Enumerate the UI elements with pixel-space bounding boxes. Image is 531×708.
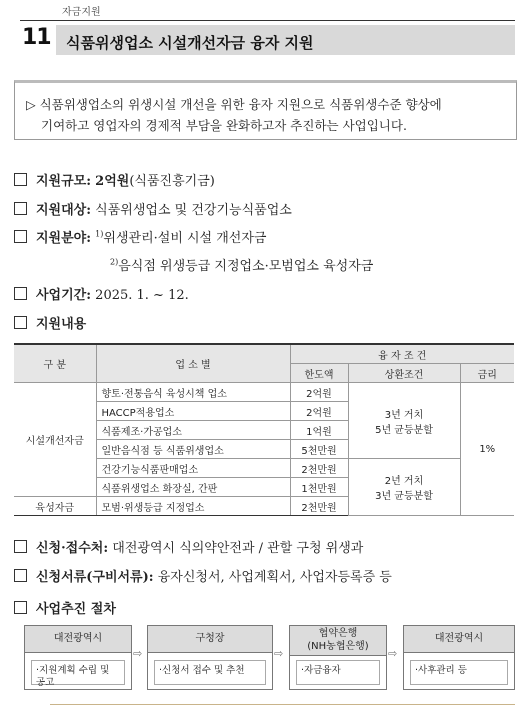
support-field-row — [14, 227, 266, 246]
period-row — [14, 284, 189, 303]
th-business: 업 소 별 — [96, 344, 290, 383]
business-cell: 모범·위생등급 지정업소 — [96, 497, 290, 516]
support-field-1: 위생관리·설비 시설 개선자금 — [103, 231, 267, 246]
support-field-row-2 — [110, 255, 373, 274]
checkbox-icon — [14, 540, 27, 553]
summary-line-1: ▷ 식품위생업소의 위생시설 개선을 위한 융자 지원으로 식품위생수준 향상에 — [26, 97, 442, 112]
arrow-icon: ⇨ — [133, 647, 143, 660]
step-1-body: ·지원계획 수립 및 공고 — [31, 660, 125, 685]
repay-1-line-2: 5년 균등분할 — [375, 424, 433, 436]
apply-value: 대전광역시 식의약안전과 / 관할 구청 위생과 — [112, 541, 364, 556]
period-value: 2025. 1. ~ 12. — [95, 288, 189, 303]
th-rate: 금리 — [460, 364, 514, 383]
limit-cell: 1천만원 — [290, 478, 348, 497]
process-step-4 — [403, 625, 515, 690]
process-step-2 — [147, 625, 273, 690]
period-label: 사업기간: — [36, 288, 92, 303]
summary-text — [26, 94, 510, 136]
th-limit: 한도액 — [290, 364, 348, 383]
summary-line-2: 기여하고 영업자의 경제적 부담을 완화하고자 추진하는 사업입니다. — [41, 118, 407, 133]
step-3-title-line-1: 협약은행 — [318, 628, 358, 639]
header-divider — [20, 20, 515, 21]
step-2-title: 구청장 — [147, 625, 273, 653]
checkbox-icon — [14, 601, 27, 614]
limit-cell: 5천만원 — [290, 440, 348, 459]
support-target-row — [14, 199, 292, 218]
limit-cell: 2억원 — [290, 402, 348, 421]
page-title: 식품위생업소 시설개선자금 융자 지원 — [66, 34, 314, 52]
process-step-3 — [289, 625, 387, 690]
checkbox-icon — [14, 316, 27, 329]
business-cell: 식품제조·가공업소 — [96, 421, 290, 440]
apply-row — [14, 537, 363, 556]
process-step-1 — [24, 625, 132, 690]
process-row — [14, 598, 116, 617]
bottom-divider — [50, 704, 515, 705]
process-label: 사업추진 절차 — [36, 602, 116, 617]
step-3-title-line-2: (NH농협은행) — [307, 641, 369, 652]
support-scale-row — [14, 170, 215, 189]
checkbox-icon — [14, 173, 27, 186]
limit-cell: 2억원 — [290, 383, 348, 402]
docs-value: 융자신청서, 사업계획서, 사업자등록증 등 — [157, 570, 392, 585]
apply-label: 신청·접수처: — [36, 541, 109, 556]
checkbox-icon — [14, 569, 27, 582]
business-cell: HACCP적용업소 — [96, 402, 290, 421]
step-2-body: ·신청서 접수 및 추천 — [154, 660, 266, 685]
field-2-mark: 2) — [110, 257, 119, 267]
step-3-body: ·자금융자 — [296, 660, 380, 685]
th-terms: 융 자 조 건 — [290, 344, 514, 364]
support-table — [14, 343, 514, 516]
repay-1-line-1: 3년 거치 — [384, 409, 424, 421]
repay-2-line-1: 2년 거치 — [384, 476, 424, 487]
support-field-label: 지원분야: — [36, 231, 92, 246]
support-target-label: 지원대상: — [36, 203, 92, 218]
support-scale-note: (식품진흥기금) — [129, 174, 215, 189]
th-type: 구 분 — [14, 344, 96, 383]
business-cell: 건강기능식품판매업소 — [96, 459, 290, 478]
repay-cell-1 — [348, 383, 460, 459]
arrow-icon: ⇨ — [388, 647, 398, 660]
support-scale-label: 지원규모: — [36, 174, 92, 189]
limit-cell: 2천만원 — [290, 459, 348, 478]
arrow-icon: ⇨ — [274, 647, 284, 660]
support-field-2: 음식점 위생등급 지정업소·모범업소 육성자금 — [118, 259, 374, 274]
step-1-title: 대전광역시 — [24, 625, 132, 653]
checkbox-icon — [14, 230, 27, 243]
section-number: 11 — [22, 25, 51, 50]
docs-row — [14, 566, 392, 585]
category-label: 자금지원 — [62, 7, 101, 18]
group-facility: 시설개선자금 — [14, 383, 96, 497]
th-repay: 상환조건 — [348, 364, 460, 383]
support-target-value: 식품위생업소 및 건강기능식품업소 — [95, 203, 292, 218]
content-label: 지원내용 — [36, 317, 87, 332]
group-nurture: 육성자금 — [14, 497, 96, 516]
rate-cell: 1% — [460, 383, 514, 516]
docs-label: 신청서류(구비서류): — [36, 570, 154, 585]
limit-cell: 1억원 — [290, 421, 348, 440]
checkbox-icon — [14, 287, 27, 300]
business-cell: 식품위생업소 화장실, 간판 — [96, 478, 290, 497]
checkbox-icon — [14, 202, 27, 215]
field-1-mark: 1) — [95, 229, 104, 239]
step-4-title: 대전광역시 — [403, 625, 515, 653]
business-cell: 향토·전통음식 육성시책 업소 — [96, 383, 290, 402]
repay-2-line-2: 3년 균등분할 — [375, 491, 433, 502]
step-3-title — [289, 625, 387, 656]
support-scale-value: 2억원 — [95, 174, 130, 189]
repay-cell-2 — [348, 459, 460, 516]
content-row — [14, 313, 86, 332]
step-4-body: ·사후관리 등 — [410, 660, 508, 685]
limit-cell: 2천만원 — [290, 497, 348, 516]
business-cell: 일반음식점 등 식품위생업소 — [96, 440, 290, 459]
table-row — [14, 383, 514, 402]
